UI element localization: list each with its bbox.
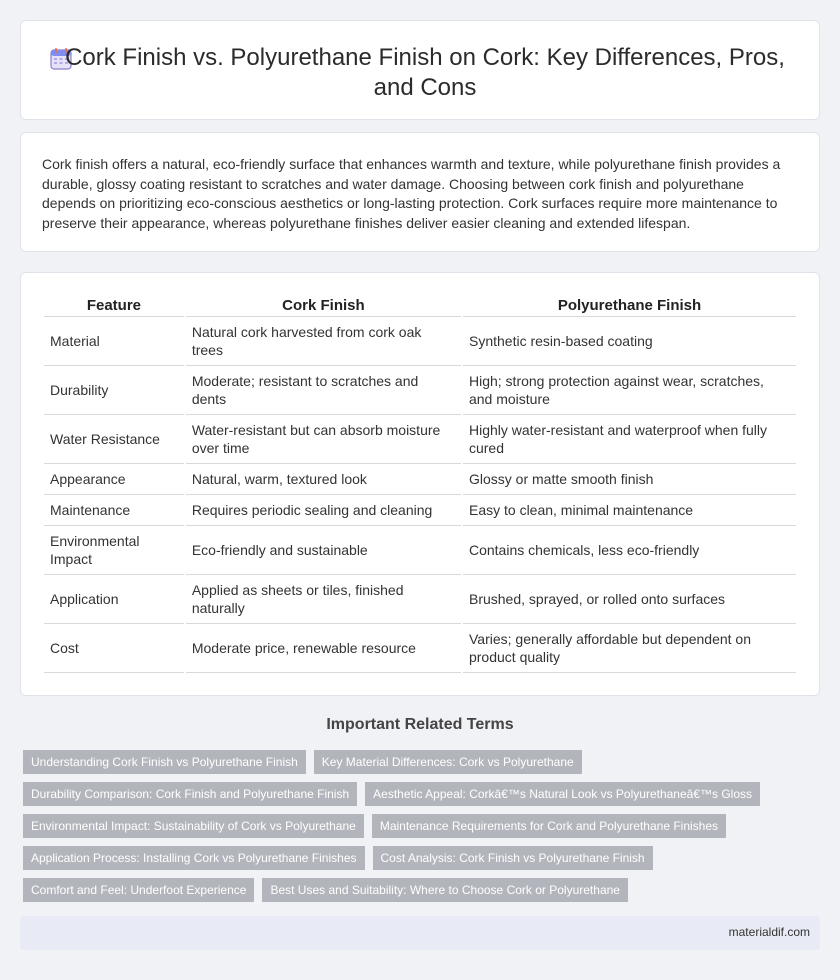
cell-polyurethane: High; strong protection against wear, scratches, and moisture — [463, 366, 796, 415]
related-terms-list — [23, 750, 823, 910]
cell-cork: Requires periodic sealing and cleaning — [186, 495, 461, 526]
related-term-link[interactable]: Maintenance Requirements for Cork and Polyurethane Finishes — [372, 814, 726, 838]
cell-cork: Water-resistant but can absorb moisture over time — [186, 415, 461, 464]
table-row — [44, 624, 796, 673]
footer — [20, 916, 820, 950]
related-term-link[interactable]: Best Uses and Suitability: Where to Choose Cork or Polyurethane — [262, 878, 628, 902]
table-row — [44, 415, 796, 464]
table-row — [44, 495, 796, 526]
intro-card — [20, 132, 820, 252]
cell-feature: Application — [44, 575, 184, 624]
page-title: Cork Finish vs. Polyurethane Finish on Cork: Key Differences, Pros, and Cons — [65, 44, 785, 101]
tag-row — [23, 878, 823, 902]
table-row — [44, 526, 796, 575]
cell-cork: Eco-friendly and sustainable — [186, 526, 461, 575]
cell-polyurethane: Highly water-resistant and waterproof when fully cured — [463, 415, 796, 464]
tag-row — [23, 782, 823, 806]
table-row — [44, 366, 796, 415]
cell-polyurethane: Brushed, sprayed, or rolled onto surfaces — [463, 575, 796, 624]
table-row — [44, 575, 796, 624]
cell-cork: Moderate; resistant to scratches and dents — [186, 366, 461, 415]
cell-cork: Natural, warm, textured look — [186, 464, 461, 495]
cell-feature: Water Resistance — [44, 415, 184, 464]
cell-feature: Environmental Impact — [44, 526, 184, 575]
cell-cork: Applied as sheets or tiles, finished naturally — [186, 575, 461, 624]
table-row — [44, 317, 796, 366]
cell-feature: Maintenance — [44, 495, 184, 526]
cell-cork: Natural cork harvested from cork oak trees — [186, 317, 461, 366]
tag-row — [23, 814, 823, 838]
related-term-link[interactable]: Environmental Impact: Sustainability of Cork vs Polyurethane — [23, 814, 364, 838]
tag-row — [23, 846, 823, 870]
intro-paragraph: Cork finish offers a natural, eco-friendly surface that enhances warmth and texture, while polyurethane finish provides a durable, glossy coating resistant to scratches and water damage. Choosing between cork finish and polyurethane depends on prioritizing eco-conscious aesthetics or long-lasting protection. Cork surfaces require more maintenance to preserve their appearance, whereas polyurethane finishes deliver easier cleaning and extended lifespan. — [42, 156, 781, 231]
cell-feature: Durability — [44, 366, 184, 415]
related-term-link[interactable]: Key Material Differences: Cork vs Polyurethane — [314, 750, 582, 774]
related-term-link[interactable]: Application Process: Installing Cork vs Polyurethane Finishes — [23, 846, 365, 870]
related-term-link[interactable]: Aesthetic Appeal: Corkâ€™s Natural Look vs Polyurethaneâ€™s Gloss — [365, 782, 760, 806]
header-card — [20, 20, 820, 120]
related-term-link[interactable]: Cost Analysis: Cork Finish vs Polyurethane Finish — [373, 846, 653, 870]
table-row — [44, 464, 796, 495]
table-header-row — [44, 295, 796, 317]
related-term-link[interactable]: Durability Comparison: Cork Finish and Polyurethane Finish — [23, 782, 357, 806]
tag-row — [23, 750, 823, 774]
footer-site-link[interactable]: materialdif.com — [728, 925, 810, 939]
header-feature: Feature — [44, 295, 184, 317]
comparison-table — [42, 295, 798, 673]
header-cork-finish: Cork Finish — [186, 295, 461, 317]
cell-cork: Moderate price, renewable resource — [186, 624, 461, 673]
cell-polyurethane: Synthetic resin-based coating — [463, 317, 796, 366]
cell-polyurethane: Glossy or matte smooth finish — [463, 464, 796, 495]
cell-feature: Material — [44, 317, 184, 366]
cell-feature: Cost — [44, 624, 184, 673]
cell-polyurethane: Easy to clean, minimal maintenance — [463, 495, 796, 526]
header-polyurethane-finish: Polyurethane Finish — [463, 295, 796, 317]
related-term-link[interactable]: Understanding Cork Finish vs Polyurethane Finish — [23, 750, 306, 774]
comparison-table-card — [20, 272, 820, 696]
cell-polyurethane: Varies; generally affordable but dependent on product quality — [463, 624, 796, 673]
related-term-link[interactable]: Comfort and Feel: Underfoot Experience — [23, 878, 254, 902]
cell-polyurethane: Contains chemicals, less eco-friendly — [463, 526, 796, 575]
related-terms-title: Important Related Terms — [326, 716, 514, 733]
cell-feature: Appearance — [44, 464, 184, 495]
